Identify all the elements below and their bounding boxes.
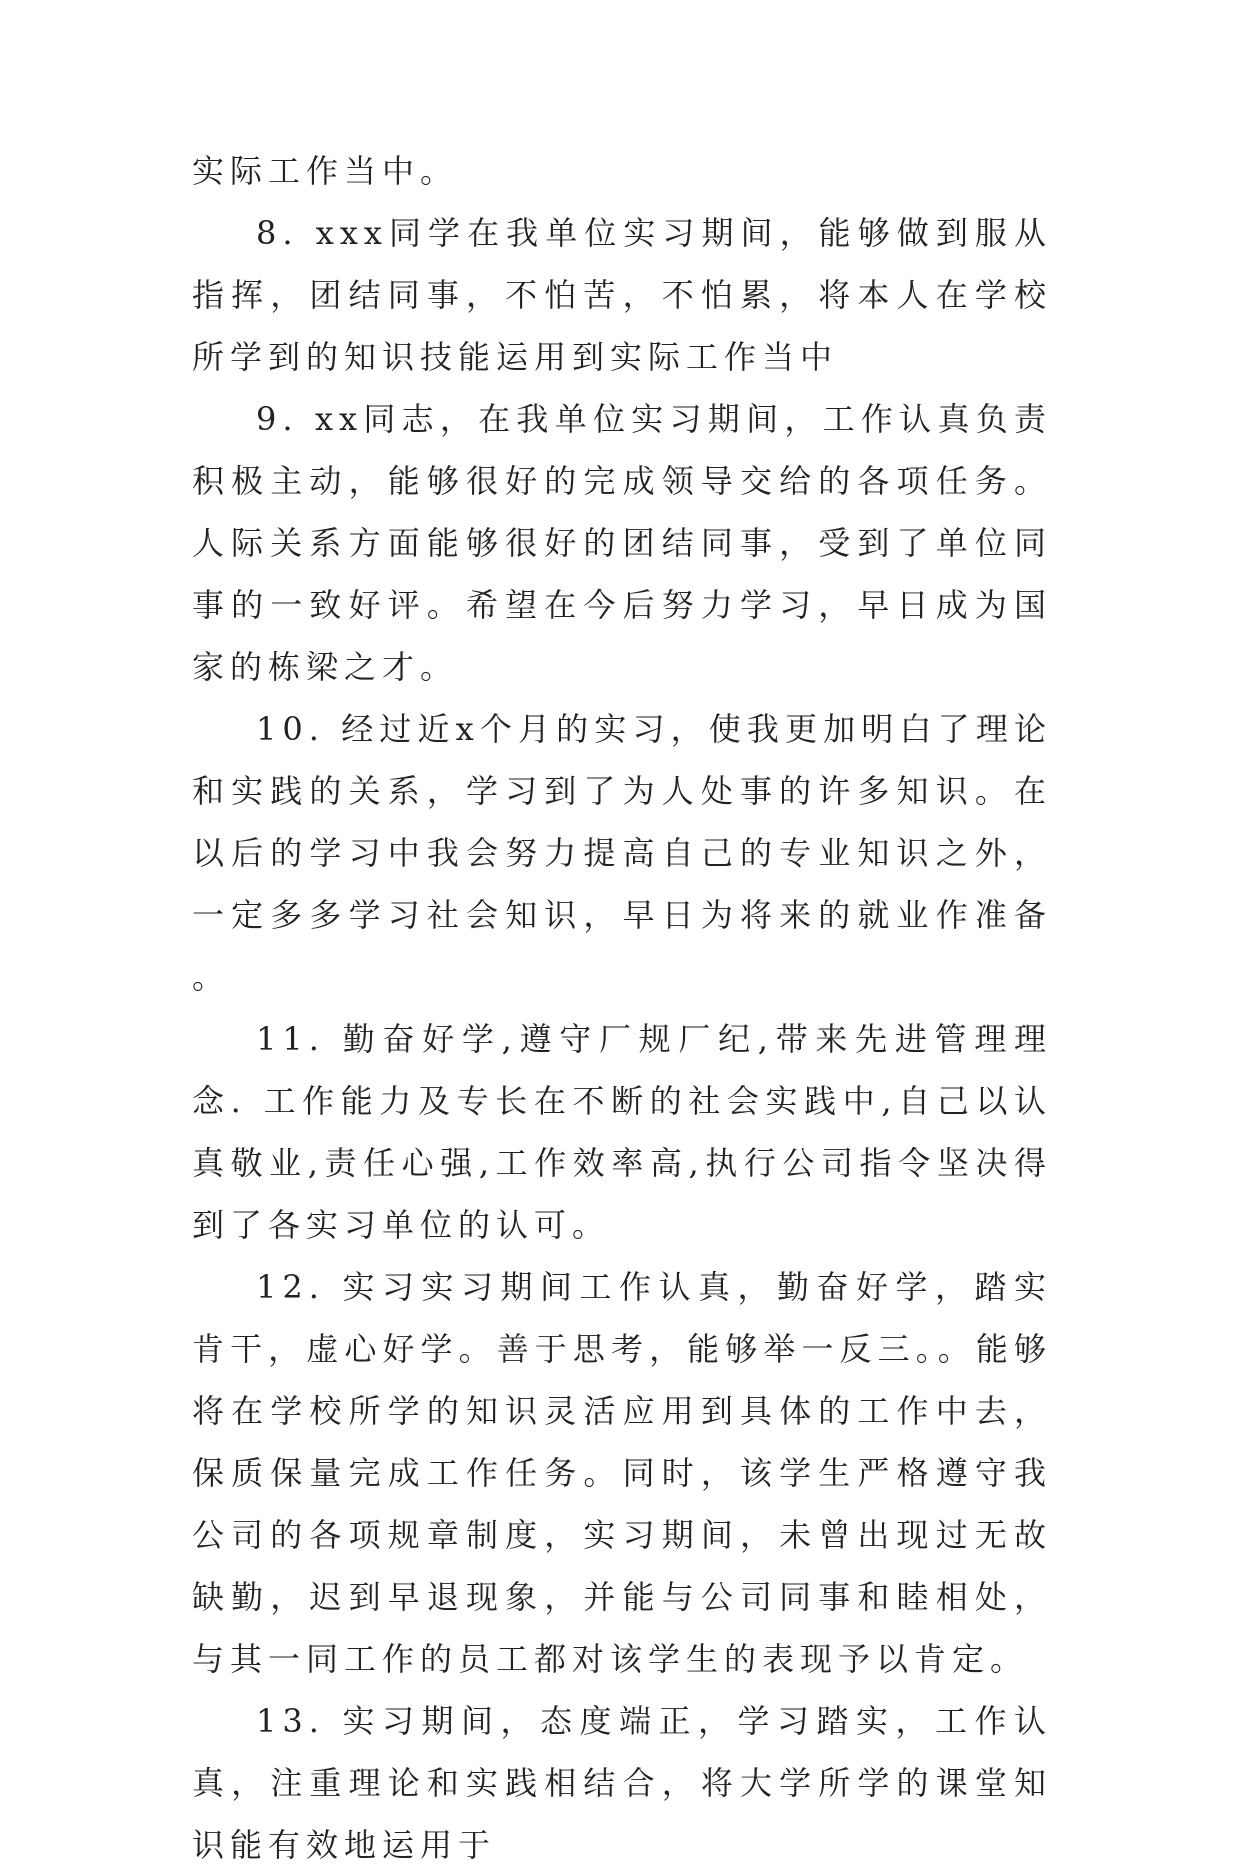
paragraph-item-10: 10. 经过近x个月的实习，使我更加明白了理论和实践的关系，学习到了为人处事的许多知识。在以后的学习中我会努力提高自己的专业知识之外，一定多多学习社会知识，早日为将来的就业作准备。 (192, 710, 1052, 996)
paragraph-item-12: 12. 实习实习期间工作认真，勤奋好学，踏实肯干，虚心好学。善于思考，能够举一反三。。能够将在学校所学的知识灵活应用到具体的工作中去，保质保量完成工作任务。同时，该学生严格遵守我公司的各项规章制度，实习期间，未曾出现过无故缺勤，迟到早退现象，并能与公司同事和睦相处，与其一同工作的员工都对该学生的表现予以肯定。 (192, 1268, 1052, 1678)
paragraph-item-11: 11. 勤奋好学,遵守厂规厂纪,带来先进管理理念. 工作能力及专长在不断的社会实践中,自己以认真敬业,责任心强,工作效率高,执行公司指令坚决得到了各实习单位的认可。 (192, 1020, 1052, 1244)
paragraph-continuation: 实际工作当中。 (192, 152, 459, 190)
paragraph-item-8: 8. xxx同学在我单位实习期间，能够做到服从指挥，团结同事，不怕苦，不怕累，将本人在学校所学到的知识技能运用到实际工作当中 (192, 214, 1052, 376)
paragraph-item-13: 13. 实习期间，态度端正，学习踏实，工作认真，注重理论和实践相结合，将大学所学的课堂知识能有效地运用于 (192, 1702, 1052, 1864)
paragraph-item-9: 9. xx同志，在我单位实习期间，工作认真负责积极主动，能够很好的完成领导交给的各项任务。人际关系方面能够很好的团结同事，受到了单位同事的一致好评。希望在今后努力学习，早日成为国家的栋梁之才。 (192, 400, 1052, 686)
document-body (192, 140, 1052, 1876)
